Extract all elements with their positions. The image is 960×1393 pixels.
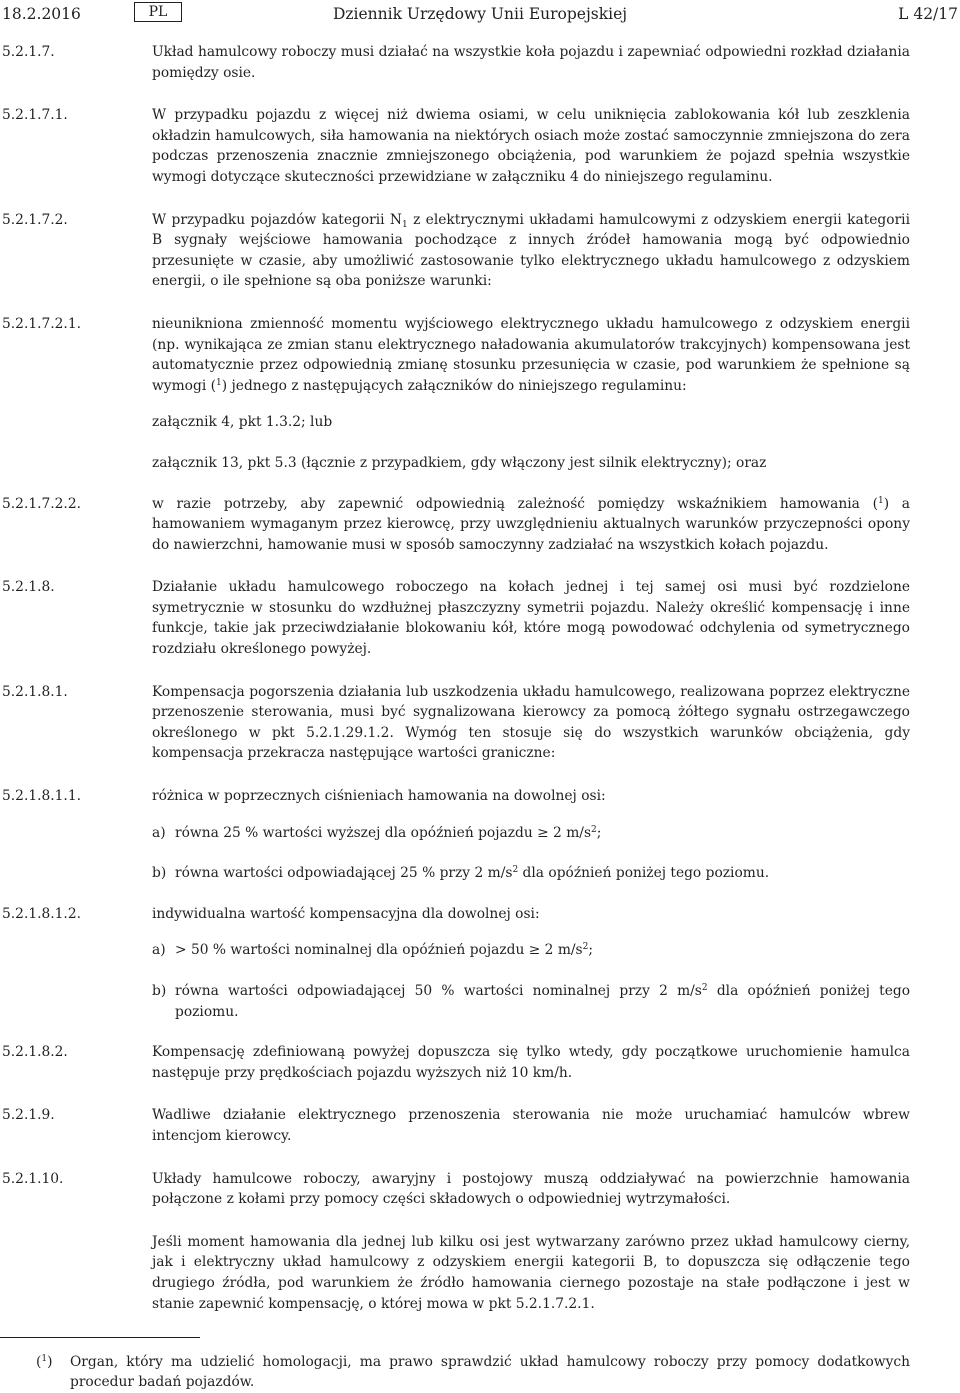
section-number: 5.2.1.7.2.2.: [2, 495, 81, 512]
text-part: ;: [588, 942, 594, 959]
section-text: W przypadku pojazdu z więcej niż dwiema osiami, w celu uniknięcia zablokowania kół lub zeszklenia okładzin hamulcowych, siła hamowania na niektórych osiach może zostać samoczynnie zmniejszona do zera podczas przenoszenia znacznie zmniejszonego obciążenia, pod warunkiem że pojazd spełnia wszystkie wymogi dotyczące skuteczności przewidziane w załączniku 4 do niniejszego regulaminu.: [152, 107, 910, 185]
text-part: równa 25 % wartości wyższej dla opóźnień pojazdu ≥ 2 m/s: [175, 824, 592, 841]
list-item-label: a): [152, 824, 166, 841]
list-item: [0, 823, 910, 844]
section-text: Jeśli moment hamowania dla jednej lub kilku osi jest wytwarzany zarówno przez układ hamulcowy cierny, jak i elektryczny układ hamulcowy z odzyskiem energii kategorii B, to dopuszcza się odłączenie tego drugiego źródła, pod warunkiem że źródło hamowania ciernego pozostaje na stałe podłączone i jest w stanie zapewnić kompensację, o której mowa w pkt 5.2.1.7.2.1.: [152, 1233, 910, 1312]
list-item-label: b): [152, 865, 167, 882]
section-text: [152, 314, 910, 396]
list-item-text: [175, 863, 910, 884]
text-part: z elektrycznymi układami hamulcowymi z odzyskiem energii kategorii B sygnały wejściowe hamowania pochodzące z innych źródeł hamowania mogą być odpowiednio przesunięte w czasie, aby umożliwić zastosowanie tylko elektrycznego układu hamulcowego z odzyskiem energii, o ile spełnione są oba poniższe warunki:: [152, 211, 910, 290]
list-item: [0, 981, 910, 1022]
footnote-text: Organ, który ma udzielić homologacji, ma prawo sprawdzić układ hamulcowy roboczy przy pomocy dodatkowych procedur badań pojazdów.: [70, 1354, 910, 1390]
header-page-ref: L 42/17: [898, 5, 958, 23]
page-header: [0, 0, 960, 30]
document-body: [0, 42, 960, 1336]
section-text: [152, 494, 910, 556]
section-number: 5.2.1.7.2.1.: [2, 315, 81, 332]
list-item-text: [175, 823, 910, 844]
list-item-text: [175, 981, 910, 1022]
annex-reference-2: załącznik 13, pkt 5.3 (łącznie z przypadkiem, gdy włączony jest silnik elektryczny); oraz: [152, 454, 767, 471]
footnote-reference: 1: [877, 495, 884, 506]
section-5-2-1-8-1: [0, 682, 960, 764]
section-text: Układ hamulcowy roboczy musi działać na wszystkie koła pojazdu i zapewniać odpowiedni rozkład działania pomiędzy osie.: [152, 44, 910, 81]
superscript: 2: [582, 942, 589, 953]
text-part: równa wartości odpowiadającej 50 % wartości nominalnej przy 2 m/s: [175, 983, 702, 999]
section-text: Układy hamulcowe roboczy, awaryjny i postojowy muszą oddziaływać na powierzchnie hamowania połączone z kołami przy pomocy części składowych o odpowiedniej wytrzymałości.: [152, 1170, 910, 1208]
text-part: > 50 % wartości nominalnej dla opóźnień pojazdu ≥ 2 m/s: [175, 942, 583, 959]
header-date: 18.2.2016: [2, 5, 81, 23]
section-number: 5.2.1.7.1.: [2, 107, 68, 124]
text-part: w razie potrzeby, aby zapewnić odpowiednią zależność pomiędzy wskaźnikiem hamowania (: [152, 495, 878, 512]
section-5-2-1-8-1-2: [0, 904, 960, 925]
section-number: 5.2.1.7.2.: [2, 211, 68, 228]
footnote-marker: ($^1$): [36, 1354, 53, 1370]
section-text: Działanie układu hamulcowego roboczego na kołach jednej i tej samej osi musi być rozdzielone symetrycznie w stosunku do wzdłużnej płaszczyzny symetrii pojazdu. Należy określić kompensację i inne funkcje, takie jak przeciwdziałanie blokowaniu kół, które mogą powodować odchylenia od symetrycznego rozdziału określonego powyżej.: [152, 579, 910, 658]
superscript: 2: [512, 865, 519, 876]
section-text: Kompensacja pogorszenia działania lub uszkodzenia układu hamulcowego, realizowana poprzez elektryczne przenoszenie sterowania, musi być sygnalizowana kierowcy za pomocą żółtego sygnału ostrzegawczego określonego w pkt 5.2.1.29.1.2. Wymóg ten stosuje się do wszystkich warunków obciążenia, gdy kompensacja przekracza następujące wartości graniczne:: [152, 683, 910, 762]
list-item-label: b): [152, 983, 167, 999]
section-number: 5.2.1.8.1.2.: [2, 905, 81, 922]
annex-reference-1: załącznik 4, pkt 1.3.2; lub: [152, 414, 333, 431]
section-number: 5.2.1.8.: [2, 579, 55, 596]
section-text: [152, 210, 910, 292]
section-text: Wadliwe działanie elektrycznego przenoszenia sterowania nie może uruchamiać hamulców wbrew intencjom kierowcy.: [152, 1107, 910, 1144]
footnote-divider: [0, 1337, 200, 1338]
section-number: 5.2.1.10.: [2, 1170, 64, 1187]
footnote-reference: 1: [216, 377, 222, 388]
text-part: dla opóźnień poniżej tego poziomu.: [518, 865, 770, 882]
section-number: 5.2.1.8.1.: [2, 683, 68, 700]
text-part: dla opóźnień poniżej tego poziomu.: [175, 983, 911, 1020]
section-5-2-1-7-2-2: [0, 494, 960, 556]
text-part: W przypadku pojazdów kategorii N: [152, 211, 402, 228]
section-text: Kompensację zdefiniowaną powyżej dopuszcza się tylko wtedy, gdy początkowe uruchomienie hamulca następuje przy prędkościach pojazdu wyższych niż 10 km/h.: [152, 1044, 910, 1081]
section-5-2-1-10-paragraph: [0, 1232, 960, 1314]
section-5-2-1-10: [0, 1169, 960, 1210]
section-number: 5.2.1.8.1.1.: [2, 788, 81, 805]
section-number: 5.2.1.8.2.: [2, 1044, 68, 1061]
footnote: [0, 1353, 910, 1392]
list-item: [0, 863, 910, 884]
header-journal-title: Dziennik Urzędowy Unii Europejskiej: [332, 5, 628, 23]
section-5-2-1-8-1-1: [0, 786, 960, 807]
section-text: różnica w poprzecznych ciśnieniach hamowania na dowolnej osi:: [152, 788, 606, 805]
section-5-2-1-9: [0, 1105, 960, 1146]
section-5-2-1-7: [0, 42, 960, 83]
section-number: 5.2.1.7.: [2, 44, 55, 60]
text-part: równa wartości odpowiadającej 25 % przy 2 m/s: [175, 865, 513, 882]
list-item-text: [175, 940, 910, 961]
list-item: [0, 940, 910, 961]
text-part: ;: [596, 824, 602, 841]
section-5-2-1-7-1: [0, 105, 960, 187]
section-5-2-1-7-2-1: [0, 314, 960, 396]
text-part: nieunikniona zmienność momentu wyjściowego elektrycznego układu hamulcowego z odzyskiem energii (np. wynikająca ze zmian stanu elektrycznego naładowania akumulatorów trakcyjnych) kompensowana jest automatycznie przez odpowiednią zmianę stosunku przesunięcia w czasie, pod warunkiem że spełnione są wymogi (: [152, 315, 910, 394]
section-text: indywidualna wartość kompensacyjna dla dowolnej osi:: [152, 905, 540, 922]
subscript: 1: [401, 219, 408, 230]
superscript: 2: [701, 983, 708, 993]
section-5-2-1-7-2: [0, 210, 960, 292]
section-5-2-1-8: [0, 577, 960, 659]
section-number: 5.2.1.9.: [2, 1107, 55, 1124]
header-language-box: PL: [134, 2, 182, 22]
text-part: ) a hamowaniem wymaganym przez kierowcę, przy uwzględnieniu aktualnych warunków przyczepności opony do nawierzchni, hamowanie musi w sposób samoczynny zadziałać na wszystkich kołach pojazdu.: [152, 495, 910, 553]
section-5-2-1-8-2: [0, 1042, 960, 1083]
superscript: 2: [591, 824, 597, 835]
list-item-label: a): [152, 942, 166, 959]
text-part: ) jednego z następujących załączników do niniejszego regulaminu:: [221, 377, 687, 394]
